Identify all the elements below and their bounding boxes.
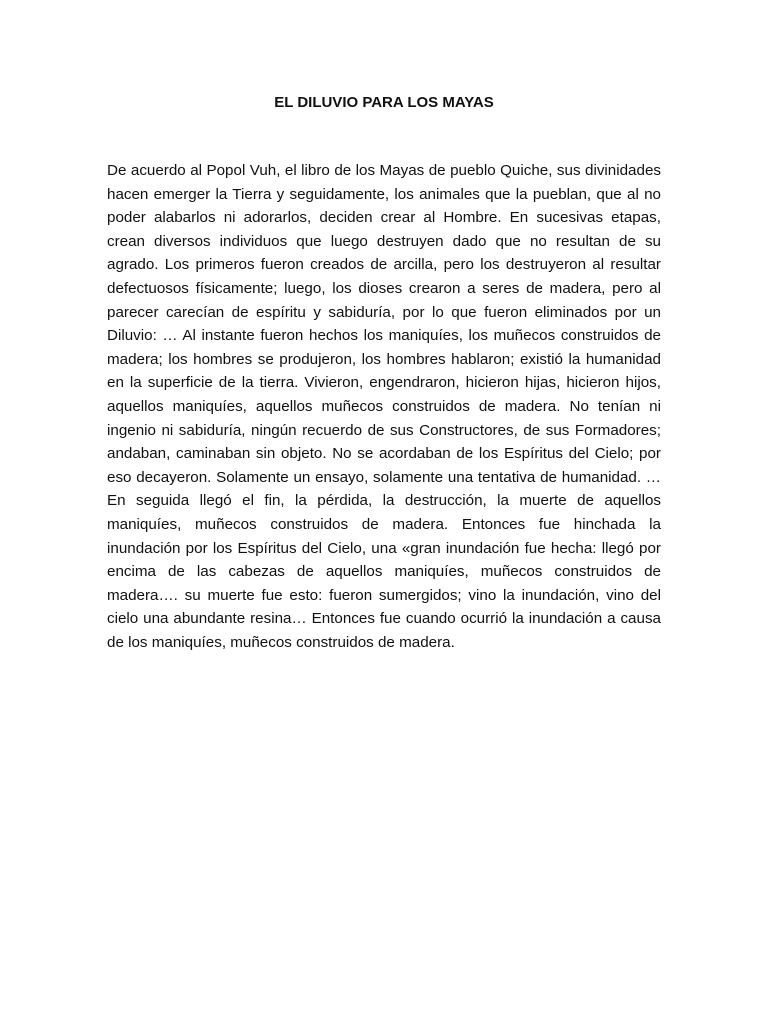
body-paragraph: De acuerdo al Popol Vuh, el libro de los Mayas de pueblo Quiche, sus divinidades hacen emerger la Tierra y seguidamente, los animales que la pueblan, que al no poder alabarlos ni adorarlos, deciden crear al Hombre. En sucesivas etapas, crean diversos individuos que luego destruyen dado que no resultan de su agrado. Los primeros fueron creados de arcilla, pero los destruyeron al resultar defectuosos físicamente; luego, los dioses crearon a seres de madera, pero al parecer carecían de espíritu y sabiduría, por lo que fueron eliminados por un Diluvio: … Al instante fueron hechos los maniquíes, los muñecos construidos de madera; los hombres se produjeron, los hombres hablaron; existió la humanidad en la superficie de la tierra. Vivieron, engendraron, hicieron hijas, hicieron hijos, aquellos maniquíes, aquellos muñecos construidos de madera. No tenían ni ingenio ni sabiduría, ningún recuerdo de sus Constructores, de sus Formadores; andaban, caminaban sin objeto. No se acordaban de los Espíritus del Cielo; por eso decayeron. Solamente un ensayo, solamente una tentativa de humanidad. … En seguida llegó el fin, la pérdida, la destrucción, la muerte de aquellos maniquíes, muñecos construidos de madera. Entonces fue hinchada la inundación por los Espíritus del Cielo, una «gran inundación fue hecha: llegó por encima de las cabezas de aquellos maniquíes, muñecos construidos de madera…. su muerte fue esto: fueron sumergidos; vino la inundación, vino del cielo una abundante resina… Entonces fue cuando ocurrió la inundación a causa de los maniquíes, muñecos construidos de madera. (107, 162, 661, 651)
document-title: EL DILUVIO PARA LOS MAYAS (274, 94, 494, 111)
